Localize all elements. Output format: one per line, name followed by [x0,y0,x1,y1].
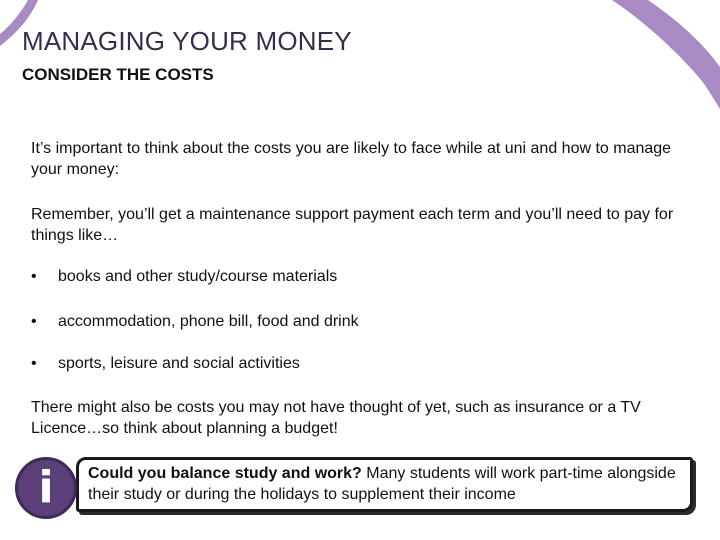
bullet-dot: • [31,268,37,285]
bullet-text: sports, leisure and social activities [58,355,300,372]
bullet-dot: • [31,313,37,330]
bullet-text: accommodation, phone bill, food and drink [58,313,359,330]
info-icon: i [15,457,77,519]
intro-paragraph: It’s important to think about the costs you are likely to face while at uni and how to manage your money: [31,140,672,178]
slide-subtitle: CONSIDER THE COSTS [22,65,214,84]
bullet-text: books and other study/course materials [58,268,338,285]
slide-title: MANAGING YOUR MONEY [22,26,352,56]
info-callout-body: Many students will work part-time alongside their study or during the holidays to supplement their income [88,465,676,503]
info-callout-text [88,463,688,505]
reminder-paragraph: Remember, you’ll get a maintenance support payment each term and you’ll need to pay for things like… [31,206,674,244]
info-callout-lead: Could you balance study and work? [88,465,362,482]
closing-paragraph: There might also be costs you may not have thought of yet, such as insurance or a TV Licence…so think about planning a budget! [31,399,641,437]
bullet-dot: • [31,355,37,372]
